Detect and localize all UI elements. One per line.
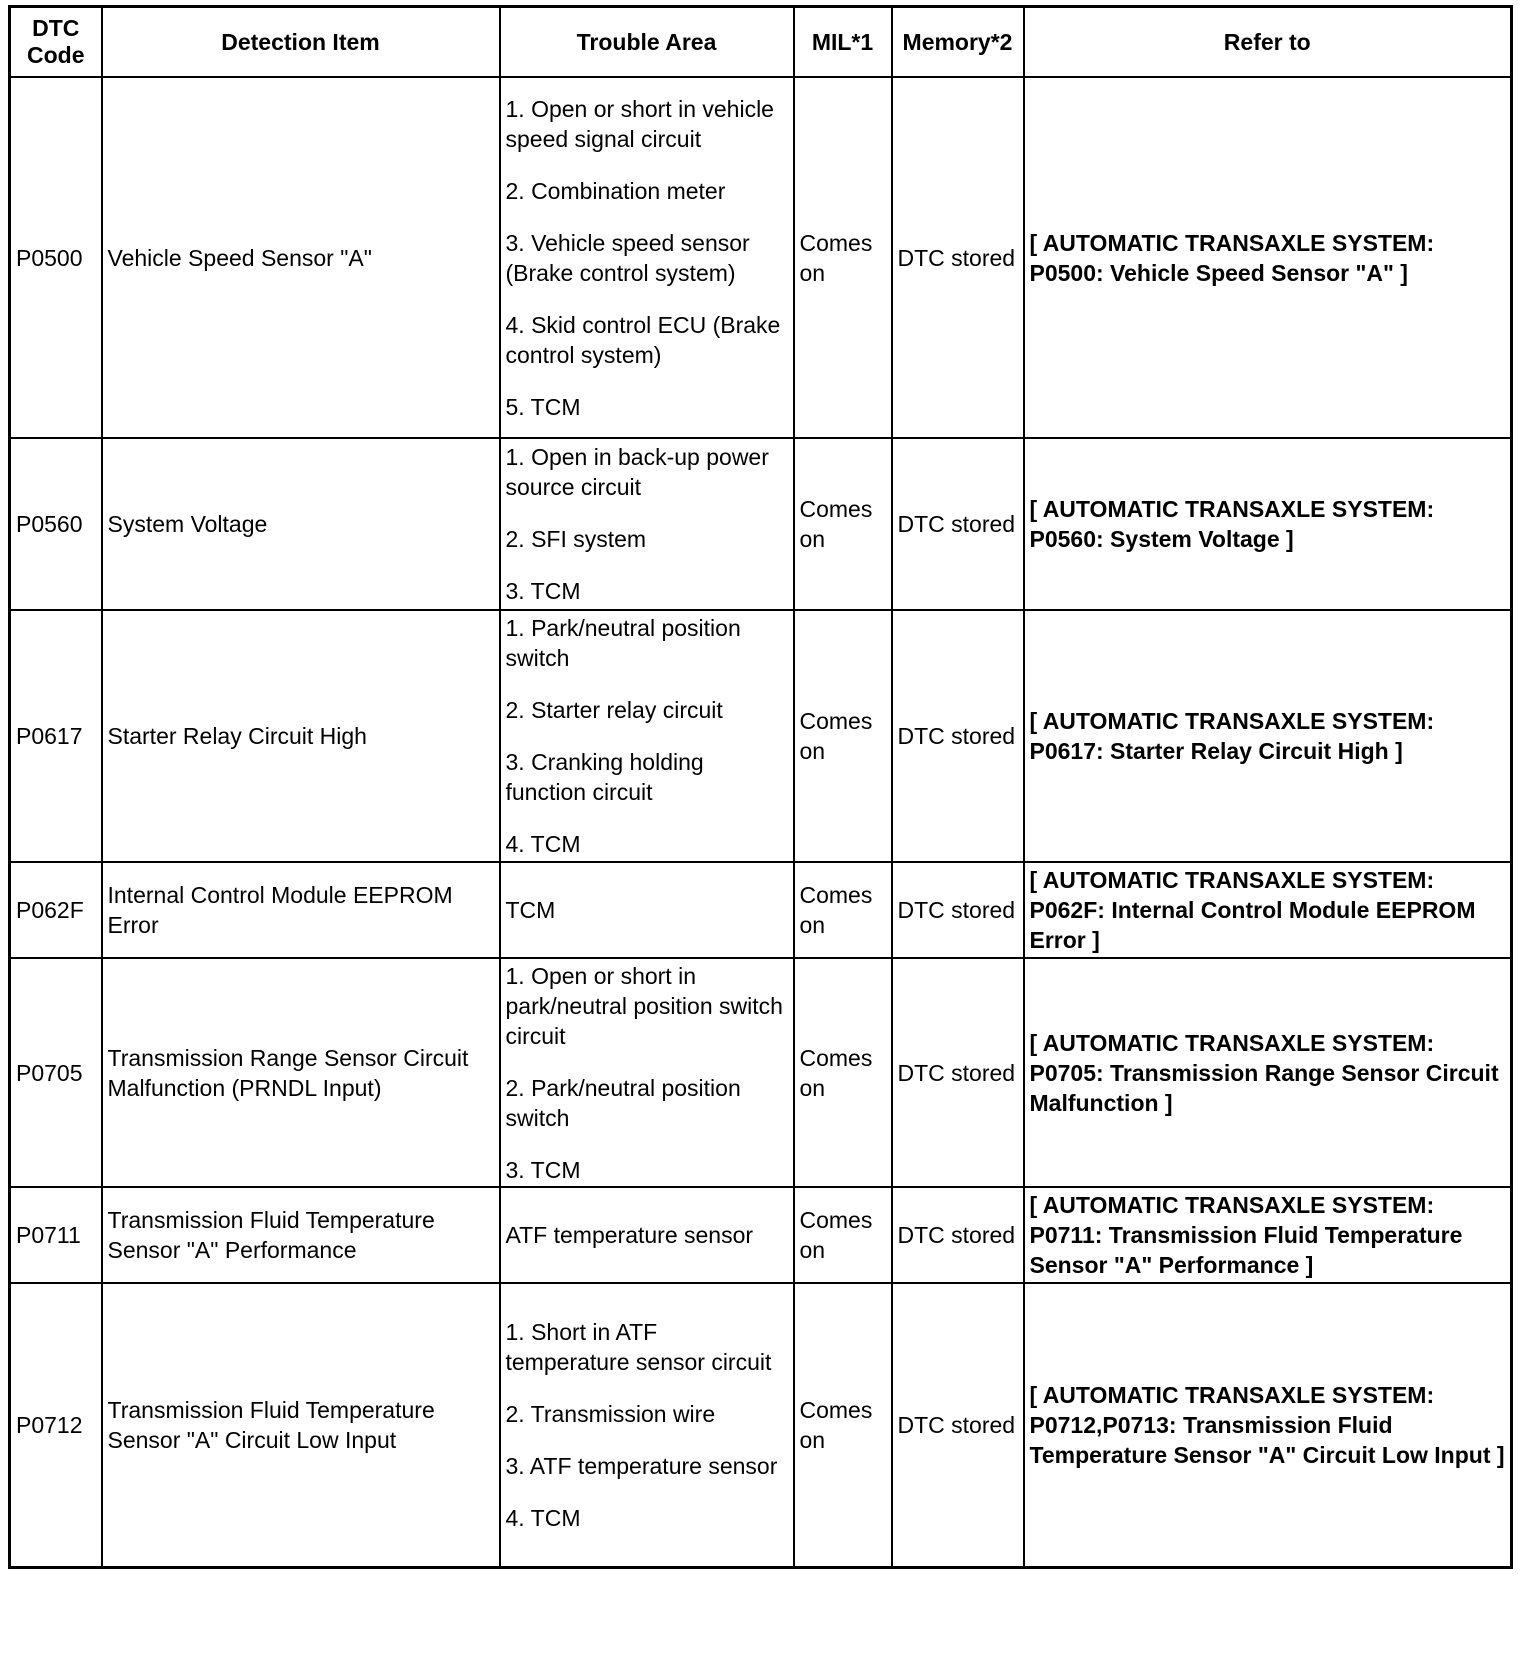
refer-to-cell: [ AUTOMATIC TRANSAXLE SYSTEM: P0617: Starter Relay Circuit High ] xyxy=(1024,610,1512,862)
detection-item-cell: Transmission Fluid Temperature Sensor "A" Performance xyxy=(102,1187,500,1283)
header-memory: Memory*2 xyxy=(892,7,1024,78)
memory-cell: DTC stored xyxy=(892,610,1024,862)
mil-cell: Comes on xyxy=(794,77,892,438)
header-trouble-area: Trouble Area xyxy=(500,7,794,78)
trouble-area-item: 3. Cranking holding function circuit xyxy=(505,749,704,805)
table-header xyxy=(10,7,1512,78)
refer-to-cell: [ AUTOMATIC TRANSAXLE SYSTEM: P0712,P0713: Transmission Fluid Temperature Sensor "A" Circuit Low Input ] xyxy=(1024,1283,1512,1567)
mil-cell: Comes on xyxy=(794,862,892,958)
trouble-area-item: ATF temperature sensor xyxy=(505,1222,754,1248)
trouble-area-item: 3. TCM xyxy=(505,1156,581,1183)
mil-cell: Comes on xyxy=(794,958,892,1187)
dtc-code-cell: P0711 xyxy=(10,1187,102,1283)
refer-to-cell: [ AUTOMATIC TRANSAXLE SYSTEM: P0711: Transmission Fluid Temperature Sensor "A" Performance ] xyxy=(1024,1187,1512,1283)
trouble-area-item: 2. Transmission wire xyxy=(505,1400,716,1427)
memory-cell: DTC stored xyxy=(892,77,1024,438)
refer-to-cell: [ AUTOMATIC TRANSAXLE SYSTEM: P0560: System Voltage ] xyxy=(1024,438,1512,610)
trouble-area-item: 1. Park/neutral position switch xyxy=(505,615,741,671)
trouble-area-cell xyxy=(500,77,794,438)
detection-item-cell: System Voltage xyxy=(102,438,500,610)
memory-cell: DTC stored xyxy=(892,958,1024,1187)
memory-cell: DTC stored xyxy=(892,1187,1024,1283)
trouble-area-item: TCM xyxy=(505,897,556,923)
trouble-area-item: 2. Park/neutral position switch xyxy=(505,1074,741,1131)
header-mil: MIL*1 xyxy=(794,7,892,78)
table-row xyxy=(10,1283,1512,1567)
trouble-area-item: 1. Open or short in park/neutral position switch circuit xyxy=(505,962,783,1049)
table-row xyxy=(10,77,1512,438)
trouble-area-item: 3. ATF temperature sensor xyxy=(505,1452,778,1479)
dtc-code-cell: P062F xyxy=(10,862,102,958)
trouble-area-item: 5. TCM xyxy=(505,393,581,420)
header-refer-to: Refer to xyxy=(1024,7,1512,78)
trouble-area-item: 4. Skid control ECU (Brake control system) xyxy=(505,311,781,368)
dtc-code-cell: P0617 xyxy=(10,610,102,862)
detection-item-cell: Transmission Range Sensor Circuit Malfunction (PRNDL Input) xyxy=(102,958,500,1187)
table-row xyxy=(10,438,1512,610)
trouble-area-cell xyxy=(500,438,794,610)
header-dtc-code-line1: DTC xyxy=(32,15,80,41)
trouble-area-cell xyxy=(500,1283,794,1567)
memory-cell: DTC stored xyxy=(892,438,1024,610)
trouble-area-item: 1. Open in back-up power source circuit xyxy=(505,444,769,500)
trouble-area-cell xyxy=(500,610,794,862)
detection-item-cell: Starter Relay Circuit High xyxy=(102,610,500,862)
refer-to-cell: [ AUTOMATIC TRANSAXLE SYSTEM: P062F: Internal Control Module EEPROM Error ] xyxy=(1024,862,1512,958)
table-body xyxy=(10,77,1512,1567)
dtc-code-cell: P0712 xyxy=(10,1283,102,1567)
header-detection-item: Detection Item xyxy=(102,7,500,78)
dtc-code-cell: P0705 xyxy=(10,958,102,1187)
detection-item-cell: Vehicle Speed Sensor "A" xyxy=(102,77,500,438)
trouble-area-item: 2. Combination meter xyxy=(505,177,726,204)
trouble-area-cell xyxy=(500,1187,794,1283)
trouble-area-cell xyxy=(500,862,794,958)
trouble-area-item: 2. SFI system xyxy=(505,526,647,552)
header-dtc-code xyxy=(10,7,102,78)
mil-cell: Comes on xyxy=(794,1283,892,1567)
dtc-code-cell: P0500 xyxy=(10,77,102,438)
table-row xyxy=(10,610,1512,862)
dtc-code-cell: P0560 xyxy=(10,438,102,610)
detection-item-cell: Internal Control Module EEPROM Error xyxy=(102,862,500,958)
refer-to-cell: [ AUTOMATIC TRANSAXLE SYSTEM: P0500: Vehicle Speed Sensor "A" ] xyxy=(1024,77,1512,438)
mil-cell: Comes on xyxy=(794,610,892,862)
mil-cell: Comes on xyxy=(794,1187,892,1283)
dtc-table xyxy=(8,5,1513,1569)
header-row xyxy=(10,7,1512,78)
header-dtc-code-line2: Code xyxy=(27,42,85,68)
trouble-area-item: 4. TCM xyxy=(505,831,581,857)
memory-cell: DTC stored xyxy=(892,1283,1024,1567)
trouble-area-item: 4. TCM xyxy=(505,1504,581,1531)
table-row xyxy=(10,862,1512,958)
trouble-area-item: 2. Starter relay circuit xyxy=(505,697,723,723)
table-row xyxy=(10,958,1512,1187)
mil-cell: Comes on xyxy=(794,438,892,610)
detection-item-cell: Transmission Fluid Temperature Sensor "A" Circuit Low Input xyxy=(102,1283,500,1567)
trouble-area-cell xyxy=(500,958,794,1187)
refer-to-cell: [ AUTOMATIC TRANSAXLE SYSTEM: P0705: Transmission Range Sensor Circuit Malfunction ] xyxy=(1024,958,1512,1187)
memory-cell: DTC stored xyxy=(892,862,1024,958)
trouble-area-item: 3. TCM xyxy=(505,578,581,604)
trouble-area-item: 3. Vehicle speed sensor (Brake control system) xyxy=(505,229,750,286)
trouble-area-item: 1. Open or short in vehicle speed signal circuit xyxy=(505,95,774,152)
trouble-area-item: 1. Short in ATF temperature sensor circuit xyxy=(505,1318,772,1375)
table-row xyxy=(10,1187,1512,1283)
